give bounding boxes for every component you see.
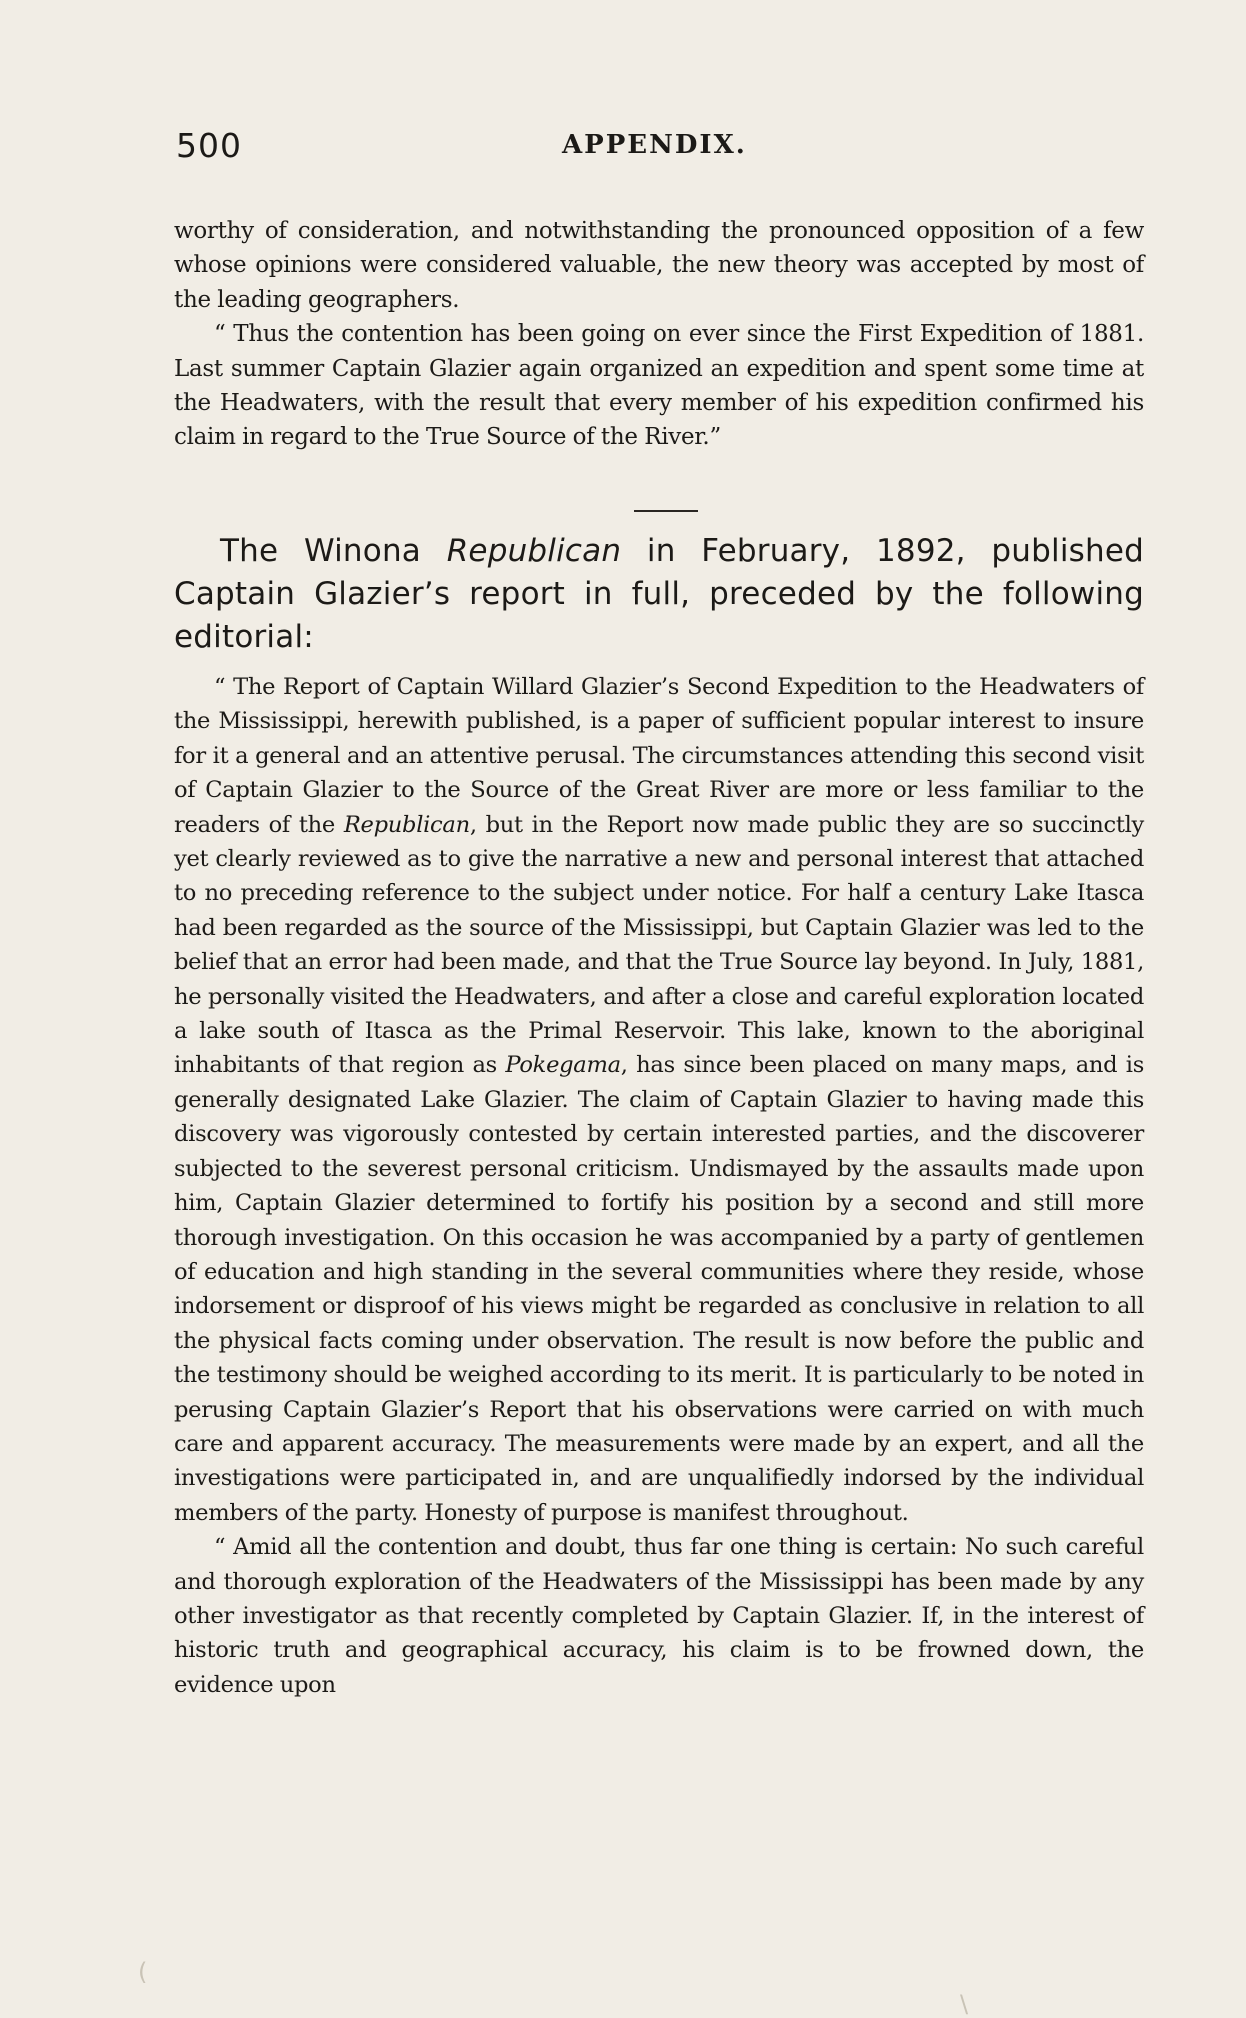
running-head: APPENDIX. [562, 130, 747, 160]
lead-text-start: The Winona [220, 533, 447, 569]
top-section [174, 214, 1144, 455]
newspaper-title: Republican [446, 533, 622, 569]
editorial-text: , but in the Report now made public they are so succinctly yet clearly reviewed as to give the narrative a new and personal interest that attached to no preceding reference to the subject under notice. For half a century Lake Itasca had been regarded as the source of the Mississippi, but Captain Glazier was led to the belief that an error had been made, and that the True Source lay beyond. In July, 1881, he personally visited the Headwaters, and after a close and careful exploration located a lake south of Itasca as the Primal Reservoir. This lake, known to the aboriginal inhabitants of that region as [174, 811, 1144, 1079]
section-divider [634, 510, 698, 512]
editorial-text: “ The Report of Captain Willard Glazier’s Second Expedition to the Headwaters of the Mississippi, herewith published, is a paper of sufficient popular interest to insure for it a general and an attentive perusal. The circumstances attending this second visit of Captain Glazier to the Source of the Great River are more or less familiar to the readers of the [174, 674, 1144, 838]
newspaper-title-inline: Republican [343, 811, 470, 838]
lead-paragraph [174, 530, 1144, 659]
editorial-quote [174, 670, 1144, 1702]
page-header [176, 126, 1146, 172]
scan-mark: \ [960, 1990, 969, 2018]
editorial-paragraph-2: “ Amid all the contention and doubt, thus far one thing is certain: No such careful and thorough exploration of the Headwaters of the Mississippi has been made by any other investigator as that recently completed by Captain Glazier. If, in the interest of historic truth and geographical accuracy, his claim is to be frowned down, the evidence upon [174, 1534, 1144, 1698]
page-number: 500 [176, 126, 242, 165]
editorial-text: , has since been placed on many maps, and is generally designated Lake Glazier. The claim of Captain Glazier to having made this discovery was vigorously contested by certain interested parties, and the discoverer subjected to the severest personal criticism. Undismayed by the assaults made upon him, Captain Glazier determined to fortify his position by a second and still more thorough investigation. On this occasion he was accompanied by a party of gentlemen of education and high standing in the several communities where they reside, whose indorsement or disproof of his views might be regarded as conclusive in relation to all the physical facts coming under observation. The result is now before the public and the testimony should be weighed according to its merit. It is particularly to be noted in perusing Captain Glazier’s Report that his observations were carried on with much care and apparent accuracy. The measurements were made by an expert, and all the investigations were participated in, and are unqualifiedly indorsed by the individual members of the party. Honesty of purpose is manifest throughout. [174, 1052, 1144, 1526]
paragraph-quote: “ Thus the contention has been going on ever since the First Expedition of 1881. Last summer Captain Glazier again organized an expedition and spent some time at the Headwaters, with the result that every member of his expedition confirmed his claim in regard to the True Source of the River.” [174, 321, 1144, 451]
lead-text-end: in February, 1892, published Captain Glazier’s report in full, preceded by the following editorial: [174, 533, 1144, 655]
lake-name-italic: Pokegama [505, 1052, 621, 1079]
paragraph-continuation: worthy of consideration, and notwithstanding the pronounced opposition of a few whose opinions were considered valuable, the new theory was accepted by most of the leading geographers. [174, 218, 1144, 313]
editorial-paragraph-1 [174, 670, 1144, 1530]
scan-mark: ( [138, 1958, 148, 1986]
